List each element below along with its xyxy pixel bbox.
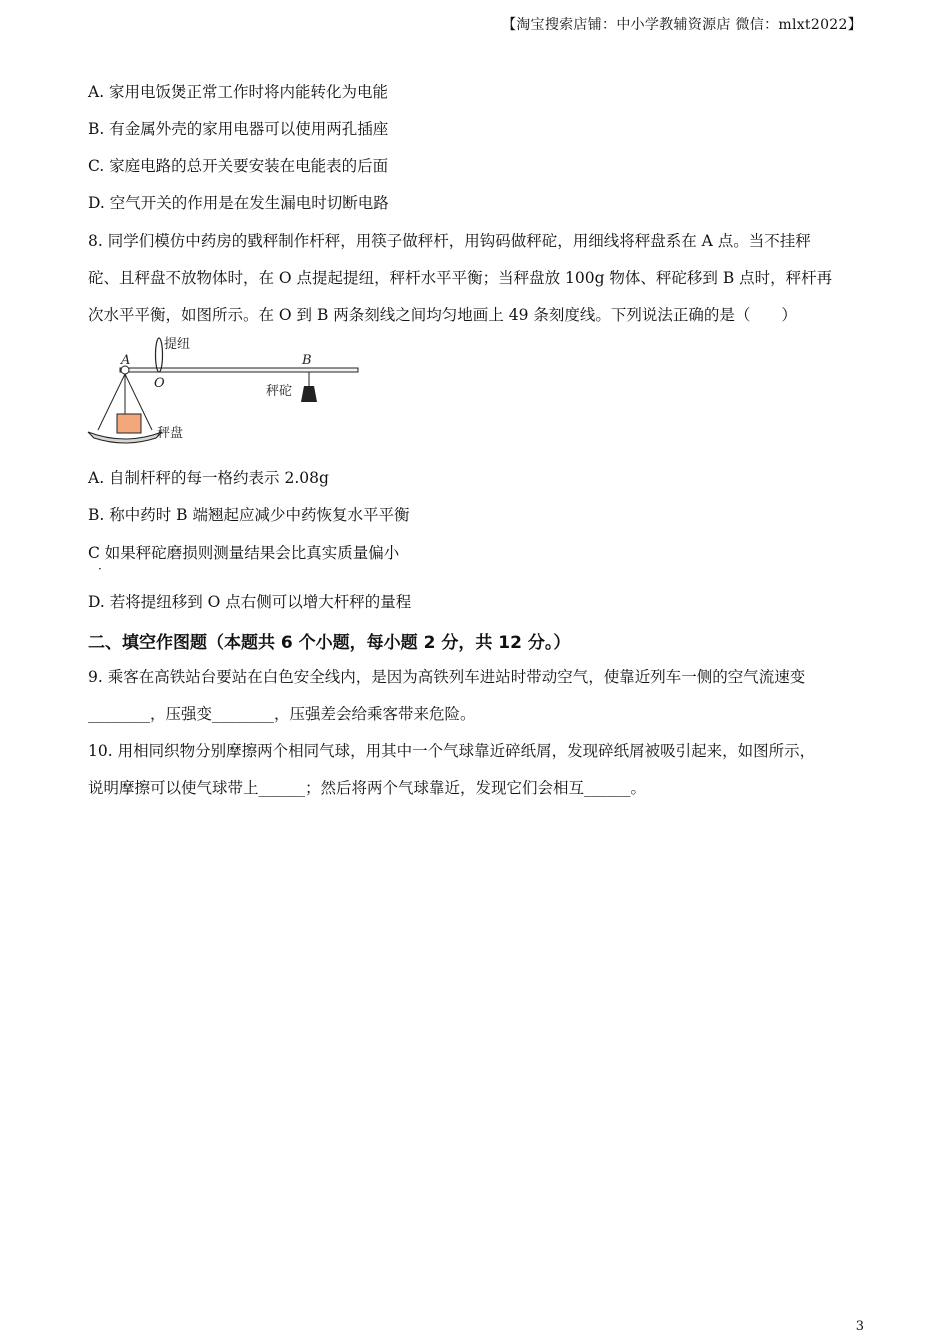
section-2-title: 二、填空作图题（本题共 6 个小题，每小题 2 分，共 12 分。） [88,633,571,653]
label-a: A [121,353,131,368]
q8-option-d: D. 若将提纽移到 O 点右侧可以增大杆秤的量程 [88,593,412,611]
counterweight [301,386,317,402]
q10-line-2: 说明摩擦可以使气球带上______；然后将两个气球靠近，发现它们会相互______。 [88,779,647,797]
lifting-cord [156,338,163,372]
q7-option-c: C. 家庭电路的总开关要安装在电能表的后面 [88,157,389,175]
q8-stem-line-3: 次水平平衡，如图所示。在 O 到 B 两条刻线之间均匀地画上 49 条刻度线。下列说法正确的是（ ） [88,306,797,324]
label-o: O [154,376,165,391]
q9-line-2: ________，压强变________，压强差会给乘客带来危险。 [88,705,476,723]
q8-stem-line-2: 砣、且秤盘不放物体时，在 O 点提起提纽，秤杆水平平衡；当秤盘放 100g 物体、秤砣移到 B 点时，秤杆再 [88,269,833,287]
q7-option-d: D. 空气开关的作用是在发生漏电时切断电路 [88,194,389,212]
q9-line-1: 9. 乘客在高铁站台要站在白色安全线内，是因为高铁列车进站时带动空气，使靠近列车一侧的空气流速变 [88,668,806,686]
q7-option-a: A. 家用电饭煲正常工作时将内能转化为电能 [88,83,389,101]
steelyard-beam [120,368,358,372]
label-pan: 秤盘 [157,426,184,441]
label-lifting-cord: 提纽 [164,337,191,352]
label-counterweight: 秤砣 [266,384,293,399]
object-on-pan [117,414,141,433]
scale-pan [88,432,162,443]
steelyard-figure [84,334,364,450]
label-b: B [302,353,312,368]
q8-option-c-dot: · [98,562,102,576]
q8-option-b: B. 称中药时 B 端翘起应减少中药恢复水平平衡 [88,506,410,524]
page-number: 3 [855,1319,864,1334]
q8-stem-line-1: 8. 同学们模仿中药房的戥秤制作杆秤，用筷子做秤杆，用钩码做秤砣，用细线将秤盘系在 A 点。当不挂秤 [88,232,811,250]
q8-option-c: C 如果秤砣磨损则测量结果会比真实质量偏小 [88,544,400,562]
q7-option-b: B. 有金属外壳的家用电器可以使用两孔插座 [88,120,389,138]
page-header: 【淘宝搜索店铺：中小学教辅资源店 微信：mlxt2022】 [501,17,862,33]
q8-option-a: A. 自制杆秤的每一格约表示 2.08g [88,469,329,487]
q10-line-1: 10. 用相同织物分别摩擦两个相同气球，用其中一个气球靠近碎纸屑，发现碎纸屑被吸引起来，如图所示， [88,742,816,760]
